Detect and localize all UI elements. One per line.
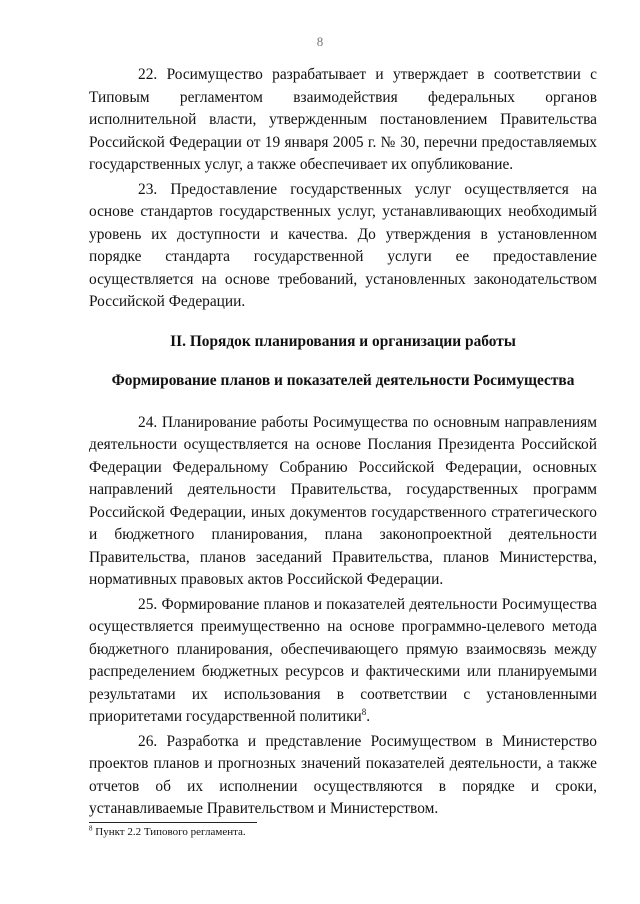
paragraph-25-text: 25. Формирование планов и показателей деятельности Росимущества осуществляется преимущественно на основе программно-целевого метода бюджетного планирования, обеспечивающего прямую взаимосвязь между распределением бюджетных ресурсов и фактическими или планируемыми результатами их использования в соответствии с установленными приоритетами государственной политики <box>89 595 597 725</box>
footnote-number: 8 <box>89 824 93 833</box>
footnote-text: Пункт 2.2 Типового регламента. <box>92 826 246 838</box>
document-body <box>89 64 597 823</box>
paragraph-26: 26. Разработка и представление Росимуществом в Министерство проектов планов и прогнозных значений показателей деятельности, а также отчетов об их исполнении осуществляются в порядке и сроки, устанавливаемые Правительством и Министерством. <box>89 732 597 817</box>
page-number: 8 <box>316 34 324 49</box>
footnote-separator <box>89 822 257 823</box>
footnote-reference[interactable]: 8 <box>361 706 367 717</box>
paragraph-23: 23. Предоставление государственных услуг осуществляется на основе стандартов государственных услуг, устанавливающих необходимый уровень их доступности и качества. До утверждения в установленном порядке стандарта государственной услуги ее предоставление осуществляется на основе требований, установленных законодательством Российской Федерации. <box>89 180 597 310</box>
paragraph-25-end: . <box>366 708 371 725</box>
paragraph-25 <box>89 594 597 729</box>
footnote <box>89 825 246 839</box>
paragraph-22: 22. Росимущество разрабатывает и утверждает в соответствии с Типовым регламентом взаимодействия федеральных органов исполнительной власти, утвержденным постановлением Правительства Российской Федерации от 19 января 2005 г. № 30, перечни предоставляемых государственных услуг, а также обеспечивает их опубликование. <box>89 66 597 173</box>
paragraph-24: 24. Планирование работы Росимущества по основным направлениям деятельности осуществляется на основе Послания Президента Российской Федерации Федеральному Собранию Российской Федерации, основных направлений деятельности Правительства, государственных программ Российской Федерации, иных документов государственного стратегического и бюджетного планирования, плана законопроектной деятельности Правительства, планов заседаний Правительства, планов Министерства, нормативных правовых актов Российской Федерации. <box>89 413 597 588</box>
subsection-heading: Формирование планов и показателей деятельности Росимущества <box>111 372 575 389</box>
section-heading: II. Порядок планирования и организации работы <box>170 332 516 350</box>
